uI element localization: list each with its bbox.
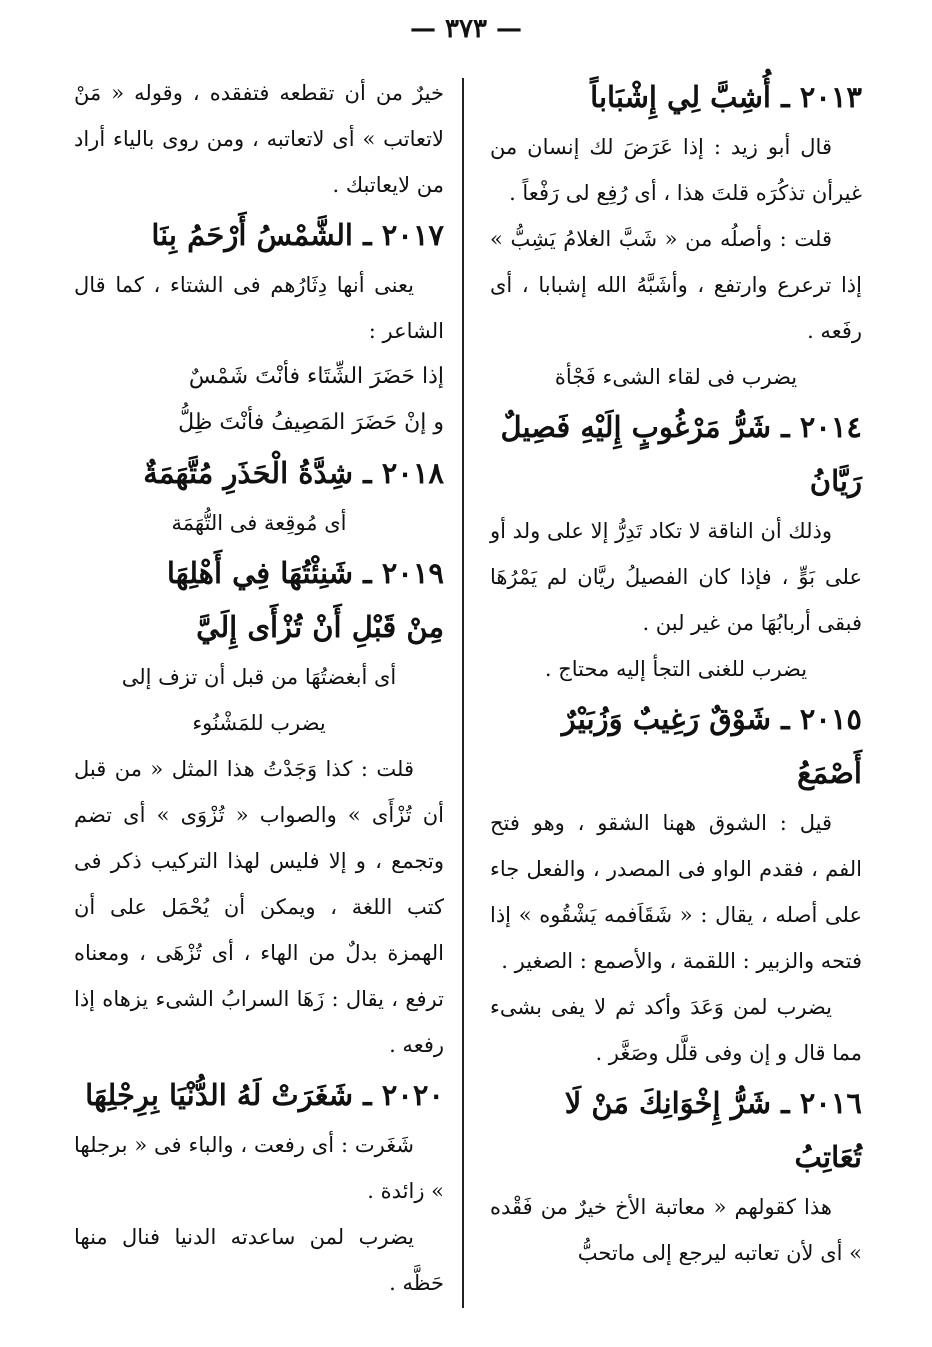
proverb-heading: ٢٠١٩ ـ شَنِئْتُهَا فِي أَهْلِهَا (166, 556, 444, 590)
commentary-paragraph: يعنى أنها دِثَارُهم فى الشتاء ، كما قال الشاعر : (74, 273, 444, 343)
verse-line: و إنْ حَضَرَ المَصِيفُ فأنْتَ ظِلُّ (178, 410, 444, 435)
left-column (74, 70, 444, 1320)
commentary-paragraph: قلت : وأصلُه من « شَبَّ الغلامُ يَشِبُّ » إذا ترعرع وارتفع ، وأشَبَّهُ الله إشبابا ، أى رفَعه . (490, 227, 862, 343)
commentary-paragraph: قال أبو زيد : إذا عَرَضَ لك إنسان من غيرأن تذكُرَه قلتَ هذا ، أى رُفِع لى رَفْعاً . (490, 135, 862, 205)
commentary-paragraph: قلت : كذا وَجَدْتُ هذا المثل « من قبل أن تُزْأَى » والصواب « تُزْوَى » أى تضم وتجمع ، و إلا فليس لهذا التركيب ذكر فى كتب اللغة ، ويمكن أن يُحْمَل على أن الهمزة بدلٌ من الهاء ، أى تُزْهَى ، ومعناه ترفع ، يقال : زَهَا السرابُ الشىء يزهاه إذا رفعه . (74, 757, 444, 1057)
proverb-heading: ٢٠١٦ ـ شَرُّ إِخْوَانِكَ مَنْ لَا تُعَاتِبُ (564, 1086, 862, 1174)
right-column (490, 70, 862, 1320)
proverb-heading: مِنْ قَبْلِ أَنْ تُزْأَى إِلَيَّ (196, 610, 444, 644)
usage-note: يضرب فى لقاء الشىء فَجْأة (554, 365, 798, 389)
commentary-paragraph: وذلك أن الناقة لا تكاد تَدِرُّ إلا على ولد أو على بَوٍّ ، فإذا كان الفصيلُ ريَّان لم يَمْرُهَا فبقى أربابُهَا من غير لبن . (490, 519, 862, 635)
usage-note: يضرب للغنى التجأ إليه محتاج . (544, 657, 808, 681)
commentary-paragraph: قيل : الشوق ههنا الشقو ، وهو فتح الفم ، فقدم الواو فى المصدر ، والفعل جاء على أصله ، يقال : « شَقَاَفمه يَشْقُوه » إذا فتحه والزبير : اللقمة ، والأصمع : الصغير . (490, 811, 862, 973)
proverb-heading: ٢٠١٨ ـ شِدَّةُ الْحَذَرِ مُتَّهَمَةٌ (143, 456, 444, 490)
proverb-heading: ٢٠١٤ ـ شَرُّ مَرْغُوبٍ إِلَيْهِ فَصِيلٌ رَيَّانُ (500, 410, 862, 498)
commentary-paragraph: يضرب لمن وَعَدَ وأكد ثم لا يفى بشىء مما قال و إن وفى قلَّل وصَغَّر . (490, 995, 862, 1065)
page-number: — ٣٧٣ — (409, 14, 523, 44)
commentary-paragraph: يضرب لمن ساعدته الدنيا فنال منها حَظَّه . (74, 1225, 444, 1295)
verse-line: إذا حَضَرَ الشِّتَاء فأنْتَ شَمْسٌ (188, 364, 444, 389)
usage-note: يضرب للمَشْنُوء (192, 711, 326, 735)
proverb-heading: ٢٠١٧ ـ الشَّمْسُ أَرْحَمُ بِنَا (151, 218, 444, 252)
proverb-heading: ٢٠١٥ ـ شَوْقٌ رَغِيبٌ وَزُبَيْرٌ أَصْمَعُ (561, 702, 862, 790)
usage-note: أى أبغضتُهَا من قبل أن تزف إلى (121, 665, 397, 689)
commentary-paragraph: هذا كقولهم « معاتبة الأخ خيرٌ من فَقْده » أى لأن تعاتبه ليرجع إلى ماتحبُّ (490, 1195, 862, 1265)
proverb-heading: ٢٠١٣ ـ أُشِبَّ لِي إِشْبَاباً (590, 80, 862, 114)
usage-note: أى مُوقِعة فى التُّهَمَة (171, 511, 347, 535)
commentary-paragraph: شَغَرت : أى رفعت ، والباء فى « برجلها » زائدة . (74, 1133, 444, 1203)
commentary-paragraph: خيرٌ من أن تقطعه فتفقده ، وقوله « مَنْ لاتعاتب » أى لاتعاتبه ، ومن روى بالياء أراد من لايعاتبك . (74, 81, 444, 197)
column-divider (462, 78, 464, 1308)
proverb-heading: ٢٠٢٠ ـ شَغَرَتْ لَهُ الدُّنْيَا بِرِجْلِهَا (85, 1078, 444, 1112)
